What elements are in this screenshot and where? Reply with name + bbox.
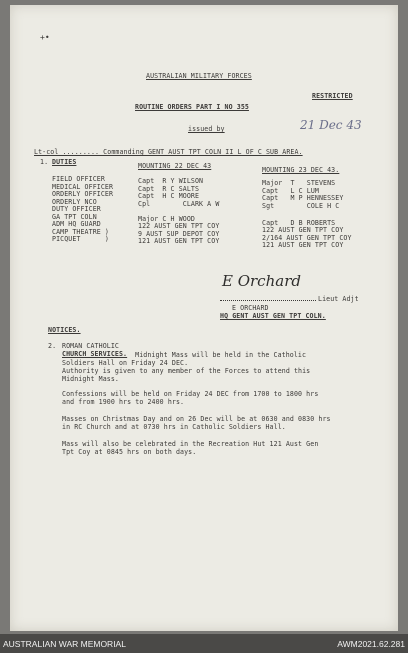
duty-role: DUTY OFFICER (52, 205, 101, 213)
notice-paragraph-line: Confessions will be held on Friday 24 DEC from 1700 to 1800 hrs (62, 390, 319, 398)
document-title: AUSTRALIAN MILITARY FORCES (146, 72, 252, 80)
routine-orders-title: ROUTINE ORDERS PART I NO 355 (135, 103, 249, 111)
signature-name: E ORCHARD (232, 304, 269, 312)
duty-assignment: Capt H C MOORE (138, 192, 200, 200)
handwritten-date: 21 Dec 43 (300, 118, 362, 132)
notice-paragraph-line: Midnight Mass will be held in the Catholic (127, 351, 307, 359)
duty-role: ORDERLY OFFICER (52, 190, 114, 198)
commander-line: Lt-col ......... Commanding GENT AUST TPT COLN II L OF C SUB AREA. (34, 148, 303, 156)
notice-paragraph-line: Masses on Christmas Day and on 26 Dec will be at 0630 and 0830 hrs (62, 415, 331, 423)
signature-unit: HQ GENT AUST GEN TPT COLN. (220, 312, 326, 320)
duty-assignment: Major T STEVENS (262, 179, 336, 187)
duty-role: PICQUET ) (52, 235, 109, 243)
duty-role: CAMP THEATRE ) (52, 227, 109, 236)
duty-role: FIELD OFFICER (52, 175, 105, 183)
duty-assignment: 122 AUST GEN TPT COY (138, 222, 220, 230)
footer-accession-number: AWM2021.62.281 (337, 639, 405, 649)
duty-assignment: 121 AUST GEN TPT COY (138, 237, 220, 245)
duty-assignment: Capt L C LUM (262, 186, 319, 195)
notice-paragraph-line: Mass will also be celebrated in the Recreation Hut 121 Aust Gen (62, 440, 319, 448)
notice-paragraph-line: Authority is given to any member of the Forces to attend this (62, 366, 311, 375)
issued-by-label: issued by (188, 125, 225, 133)
notice-paragraph-line: Midnight Mass. (62, 374, 119, 383)
notice-paragraph-line: Tpt Coy at 0845 hrs on both days. (62, 448, 197, 456)
footer-institution: AUSTRALIAN WAR MEMORIAL (3, 639, 126, 649)
notice-subject: CHURCH SERVICES. (62, 350, 128, 358)
duty-role: GA TPT COLN (52, 212, 97, 221)
duty-role: ORDERLY NCO (52, 197, 97, 206)
duty-assignment: 121 AUST GEN TPT COY (262, 241, 344, 249)
notices-heading: NOTICES. (48, 326, 81, 334)
duties-item-number: 1. (40, 158, 49, 166)
mounting-22-heading: MOUNTING 22 DEC 43 (138, 162, 212, 170)
handwritten-signature: E Orchard (222, 272, 301, 290)
archive-footer (0, 634, 408, 653)
duty-assignment: Capt R C SALTS (138, 184, 200, 193)
duty-assignment: Capt D B ROBERTS (262, 218, 336, 227)
duty-assignment: Cpl CLARK A W (138, 199, 220, 208)
duty-assignment: 2/164 AUST GEN TPT COY (262, 233, 352, 242)
duty-assignment: Capt R Y WILSON (138, 177, 204, 185)
corner-mark: +• (40, 33, 50, 42)
duty-assignment: Major C H WOOD (138, 214, 195, 223)
duty-assignment: 9 AUST SUP DEPOT COY (138, 229, 220, 238)
signature-rank: Lieut Adjt (318, 295, 359, 303)
duty-assignment: Sgt COLE H C (262, 201, 340, 210)
notice-paragraph-line: and from 1900 hrs to 2400 hrs. (62, 398, 185, 406)
signature-line (220, 300, 316, 301)
duty-role: MEDICAL OFFICER (52, 182, 114, 191)
classification-label: RESTRICTED (312, 92, 353, 100)
notice-subject: ROMAN CATHOLIC (62, 342, 119, 350)
duty-assignment: Capt M P HENNESSEY (262, 194, 344, 202)
duty-role: ADM HQ GUARD (52, 220, 101, 228)
mounting-23-heading: MOUNTING 23 DEC 43. (262, 166, 340, 174)
notice-paragraph-line: Soldiers Hall on Friday 24 DEC. (62, 358, 189, 367)
duty-assignment: 122 AUST GEN TPT COY (262, 226, 344, 234)
duties-heading: DUTIES (52, 158, 77, 166)
notice-item-number: 2. (48, 342, 57, 350)
notice-paragraph-line: in RC Church and at 0730 hrs in Catholic Soldiers Hall. (62, 423, 286, 431)
